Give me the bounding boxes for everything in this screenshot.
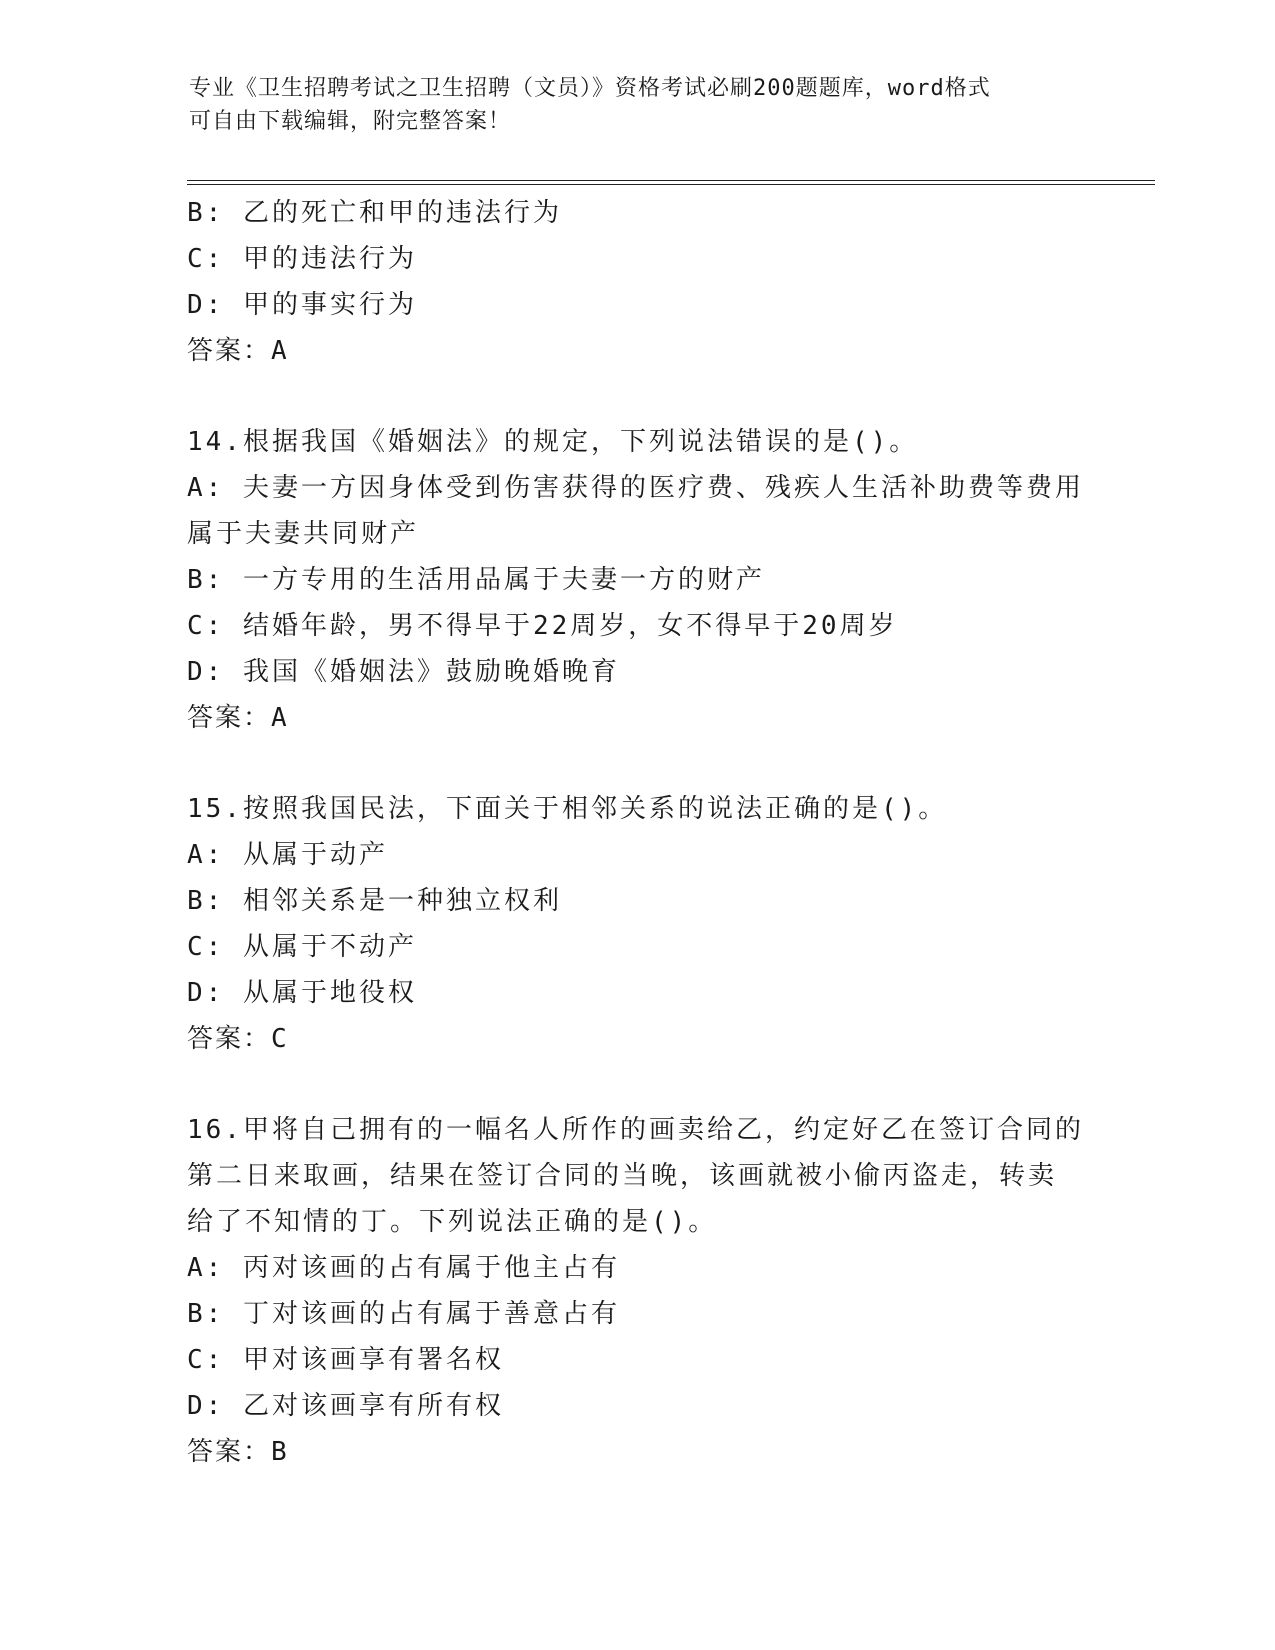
answer-line (187, 695, 1087, 741)
option-b: B: 相邻关系是一种独立权利 (187, 886, 562, 916)
option-a-continued: 属于夫妻共同财产 (187, 519, 420, 549)
option-d: D: 我国《婚姻法》鼓励晚婚晚育 (187, 657, 620, 687)
option-c: C: 甲对该画享有署名权 (187, 1345, 504, 1375)
option-a: A: 夫妻一方因身体受到伤害获得的医疗费、残疾人生活补助费等费用 (187, 473, 1084, 503)
question-stem-line-1: 16.甲将自己拥有的一幅名人所作的画卖给乙，约定好乙在签订合同的 (187, 1115, 1084, 1145)
question-stem-line-3: 给了不知情的丁。下列说法正确的是()。 (187, 1207, 718, 1237)
question-14 (187, 419, 1087, 741)
answer-value: C (271, 1024, 289, 1054)
question-15 (187, 786, 1087, 1062)
option-c: C: 甲的违法行为 (187, 244, 417, 274)
answer-line (187, 1016, 1087, 1062)
answer-label: 答案： (187, 1024, 272, 1054)
option-b: B: 一方专用的生活用品属于夫妻一方的财产 (187, 565, 765, 595)
option-d: D: 乙对该画享有所有权 (187, 1391, 504, 1421)
question-stem: 15.按照我国民法，下面关于相邻关系的说法正确的是()。 (187, 794, 948, 824)
header-title-line-1: 专业《卫生招聘考试之卫生招聘（文员）》资格考试必刷200题题库，word格式 (189, 76, 991, 101)
header-divider-bottom (187, 184, 1155, 185)
header-title-line-2: 可自由下载编辑，附完整答案！ (189, 109, 512, 134)
option-c: C: 结婚年龄，男不得早于22周岁，女不得早于20周岁 (187, 611, 898, 641)
header-divider-top (187, 180, 1155, 181)
document-header (189, 72, 1089, 138)
question-16 (187, 1107, 1087, 1475)
answer-value: B (271, 1437, 289, 1467)
question-stem-line-2: 第二日来取画，结果在签订合同的当晚，该画就被小偷丙盗走，转卖 (187, 1161, 1058, 1191)
answer-line (187, 328, 1087, 374)
answer-value: A (271, 336, 289, 366)
option-c: C: 从属于不动产 (187, 932, 417, 962)
option-d: D: 从属于地役权 (187, 978, 417, 1008)
answer-line (187, 1429, 1087, 1475)
option-a: A: 从属于动产 (187, 840, 388, 870)
answer-label: 答案： (187, 703, 272, 733)
answer-value: A (271, 703, 289, 733)
answer-label: 答案： (187, 1437, 272, 1467)
question-stem: 14.根据我国《婚姻法》的规定，下列说法错误的是()。 (187, 427, 919, 457)
question-list (187, 190, 1087, 1475)
answer-label: 答案： (187, 336, 272, 366)
option-b: B: 丁对该画的占有属于善意占有 (187, 1299, 620, 1329)
option-b: B: 乙的死亡和甲的违法行为 (187, 198, 562, 228)
question-13-continued (187, 190, 1087, 374)
option-a: A: 丙对该画的占有属于他主占有 (187, 1253, 620, 1283)
option-d: D: 甲的事实行为 (187, 290, 417, 320)
